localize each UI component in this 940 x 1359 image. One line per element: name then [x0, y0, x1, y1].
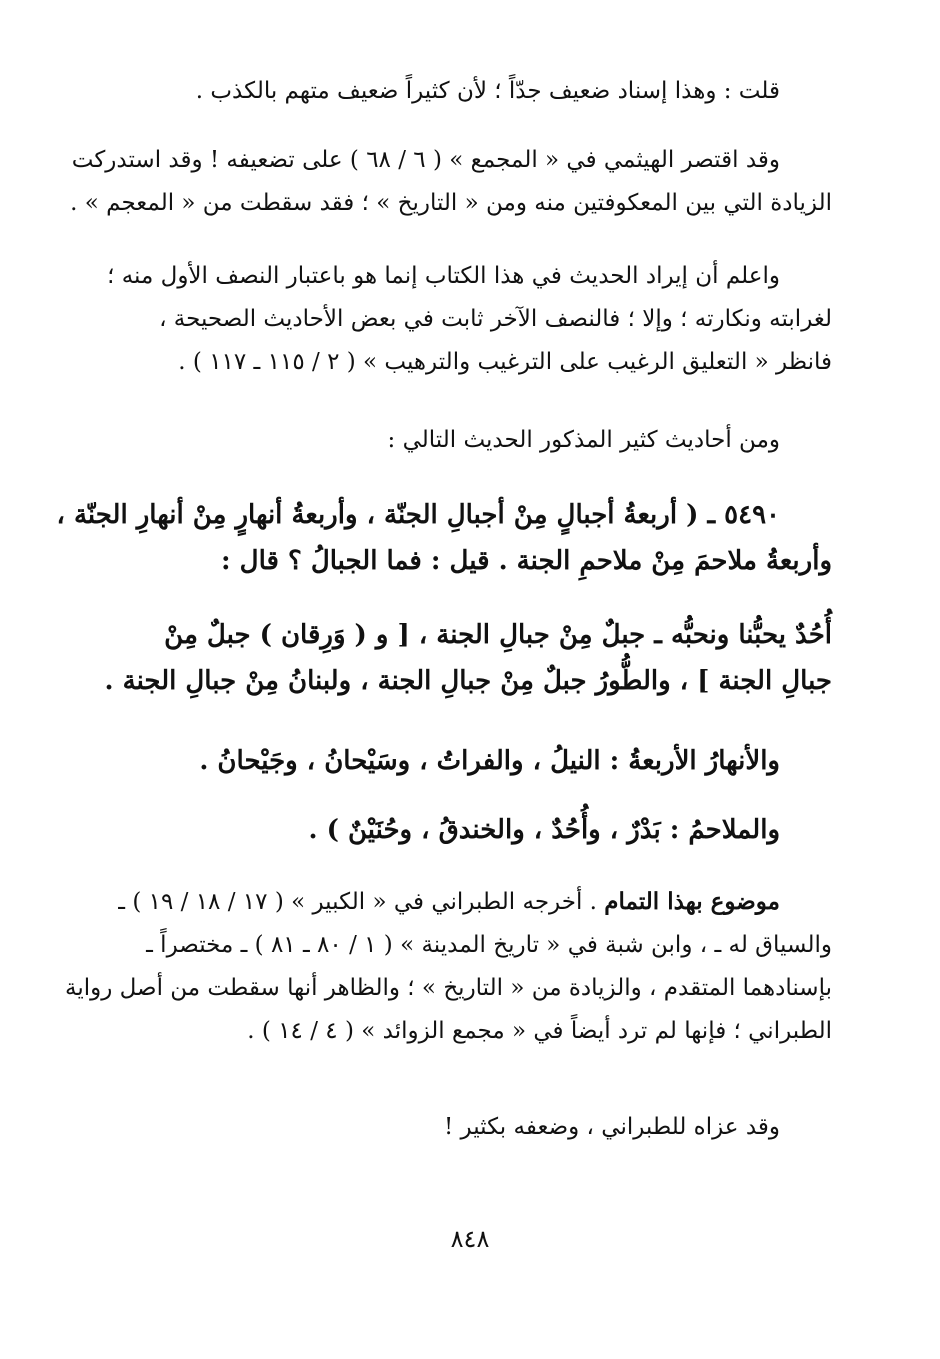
text-line: وقد عزاه للطبراني ، وضعفه بكثير ! [443, 1114, 780, 1140]
text-line: واعلم أن إيراد الحديث في هذا الكتاب إنما هو باعتبار النصف الأول منه ؛ [107, 263, 780, 289]
hadith-line: والملاحمُ : بَدْرٌ ، وأُحُدٌ ، والخندقُ ، وحُنَيْنٌ ) . [308, 815, 780, 845]
hadith-line: ٥٤٩٠ ـ ( أربعةُ أجبالٍ مِنْ أجبالِ الجنّة ، وأربعةُ أنهارٍ مِنْ أنهارِ الجنّة ، [56, 500, 780, 530]
hadith-mountains [102, 612, 832, 704]
text-line [102, 880, 832, 924]
text-line: وقد اقتصر الهيثمي في « المجمع » ( ٦ / ٦٨ ) على تضعيفه ! وقد استدركت [71, 147, 780, 173]
hadith-line: أُحُدٌ يحبُّنا ونحبُّه ـ جبلٌ مِنْ جبالِ الجنة ، [ و ( وَرِقان ) جبلٌ مِنْ [164, 620, 832, 650]
paragraph-closing [102, 1106, 832, 1149]
hadith-text [56, 492, 832, 584]
text-line: لغرابته ونكارته ؛ وإلا ؛ فالنصف الآخر ثابت في بعض الأحاديث الصحيحة ، [159, 306, 832, 332]
text-line: الزيادة التي بين المعكوفتين منه ومن « التاريخ » ؛ فقد سقطت من « المعجم » . [70, 190, 832, 216]
hadith-line: والأنهارُ الأربعةُ : النيلُ ، والفراتُ ، وسَيْحانُ ، وجَيْحانُ . [199, 746, 780, 776]
hadith-battles [102, 807, 832, 853]
hadith-line: جبالِ الجنة ] ، والطُّورُ جبلٌ مِنْ جبالِ الجنة ، ولبنانُ مِنْ جبالِ الجنة . [104, 666, 832, 696]
hadith-rivers [102, 738, 832, 784]
page-number: ٨٤٨ [450, 1225, 490, 1253]
text-line: قلت : وهذا إسناد ضعيف جدّاً ؛ لأن كثيراً ضعيف متهم بالكذب . [195, 78, 780, 104]
grading-source: . أخرجه الطبراني في « الكبير » ( ١٧ / ١٨ / ١٩ ) ـ [118, 889, 605, 915]
grading-label: موضوع بهذا التمام [604, 888, 780, 915]
text-line: ومن أحاديث كثير المذكور الحديث التالي : [387, 427, 780, 453]
hadith-line: وأربعةُ ملاحمَ مِنْ ملاحمِ الجنة . قيل : فما الجبالُ ؟ قال : [221, 546, 832, 576]
paragraph-weak-chain [102, 70, 832, 113]
text-line: بإسنادهما المتقدم ، والزيادة من « التاريخ » ؛ والظاهر أنها سقطت من أصل رواية [64, 975, 832, 1001]
paragraph-intro [102, 419, 832, 462]
paragraph-note [102, 255, 832, 384]
paragraph-haythami [70, 139, 832, 225]
text-line: والسياق له ـ ، وابن شبة في « تاريخ المدينة » ( ١ / ٨٠ ـ ٨١ ) ـ مختصراً ـ [146, 932, 832, 958]
text-line: فانظر « التعليق الرغيب على الترغيب والترهيب » ( ٢ / ١١٥ ـ ١١٧ ) . [178, 349, 832, 375]
text-line: الطبراني ؛ فإنها لم ترد أيضاً في « مجمع الزوائد » ( ٤ / ١٤ ) . [247, 1018, 832, 1044]
paragraph-grading [64, 880, 832, 1053]
